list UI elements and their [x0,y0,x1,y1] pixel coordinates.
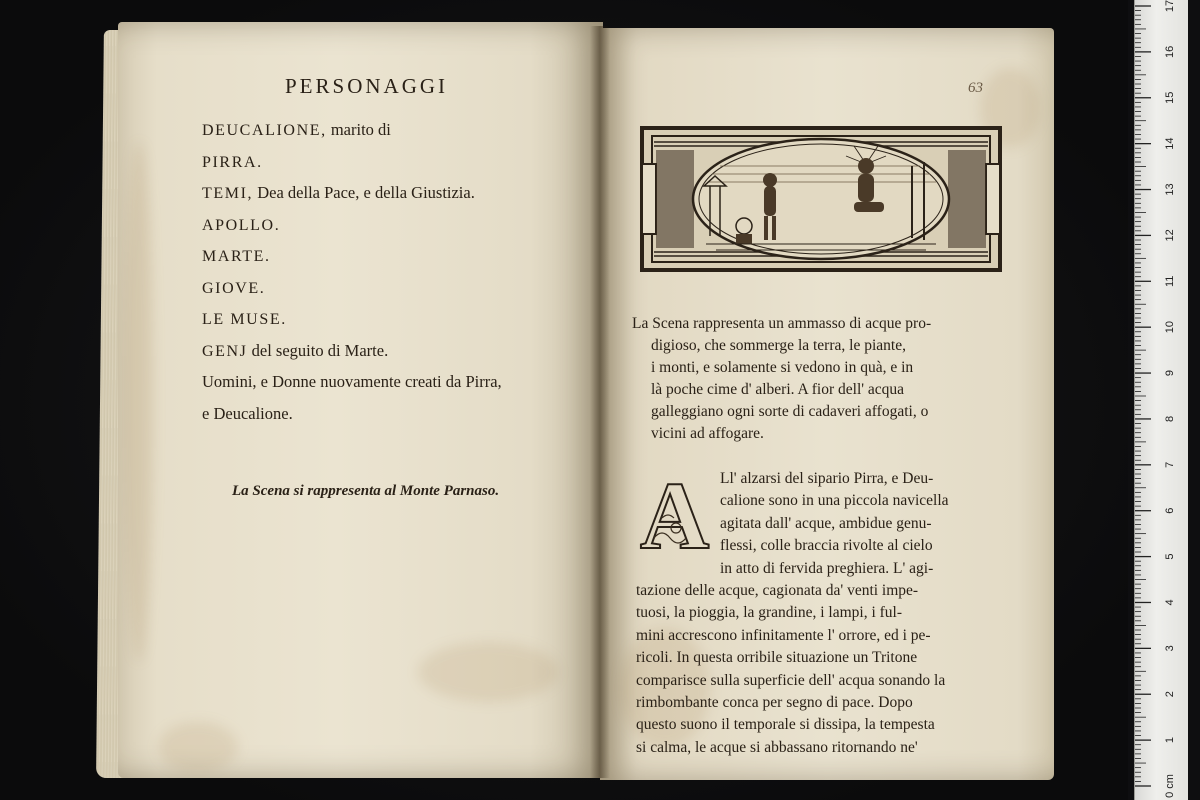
ruler-label: 12 [1164,229,1176,242]
text-line: rimbombante conca per segno di pace. Dopo [636,694,913,712]
drop-cap-letter: A [640,468,710,556]
ruler-label: 1 [1164,737,1176,744]
character-entry: MARTE. [202,248,271,265]
ruler-label: 5 [1164,553,1176,560]
ruler-label: 0 cm [1164,774,1176,798]
text-line: in atto di fervida preghiera. L' agi- [720,559,934,577]
ruler-label: 13 [1164,183,1176,196]
text-line: calione sono in una piccola navicella [720,492,949,510]
ruler-label: 7 [1164,461,1176,468]
page-title: PERSONAGGI [285,74,449,98]
ruler-label: 14 [1164,137,1176,150]
text-line: ricoli. In questa orribile situazione un Tritone [636,649,918,667]
text-line: Ll' alzarsi del sipario Pirra, e Deu- [720,470,934,487]
character-entry: APOLLO. [202,216,281,234]
ruler-label: 3 [1164,645,1176,652]
text-line: comparisce sulla superficie dell' acqua sonando la [636,671,946,689]
character-entry: Uomini, e Donne nuovamente creati da Pirra, [202,372,502,391]
character-entry: DEUCALIONE, marito di [202,120,391,139]
text-line: La Scena rappresenta un ammasso di acque pro- [632,315,932,332]
text-line: digioso, che sommerge la terra, le piante, [651,337,906,354]
character-entry: e Deucalione. [202,403,293,423]
character-entry: TEMI, Dea della Pace, e della Giustizia. [202,183,475,202]
ruler-label: 9 [1164,369,1176,377]
book-gutter [590,26,610,778]
character-entry: GENJ del seguito di Marte. [202,340,389,360]
page-number: 63 [968,80,983,96]
scene-description [632,313,1034,445]
text-line: si calma, le acque si abbassano ritornando ne' [636,738,918,756]
text-line: vicini ad affogare. [651,425,764,442]
character-entry: LE MUSE. [202,311,287,328]
scene-setting: La Scena si rappresenta al Monte Parnaso. [232,483,500,499]
text-line: agitata dall' acque, ambidue genu- [720,514,932,532]
text-line: galleggiano ogni sorte di cadaveri affogati, o [651,403,929,420]
text-line: i monti, e solamente si vedono in quà, e in [651,359,914,376]
text-line: flessi, colle braccia rivolte al cielo [720,537,933,555]
text-line: là poche cime d' alberi. A fior dell' acqua [651,381,905,398]
text-line: questo suono il temporale si dissipa, la tempesta [636,716,935,734]
text-line: mini accrescono infinitamente l' orrore, ed i pe- [636,626,931,644]
body-paragraph [636,468,1024,759]
ruler-label: 2 [1164,691,1176,698]
ruler-label: 6 [1164,507,1176,514]
ruler-label: 16 [1164,45,1176,59]
character-entry: PIRRA. [202,153,263,171]
ruler-label: 11 [1164,275,1176,288]
text-line: tazione delle acque, cagionata da' venti impe- [636,582,919,600]
character-list [202,114,592,429]
text-line: tuosi, la pioggia, la grandine, i lampi, i ful- [636,604,903,622]
character-entry: GIOVE. [202,279,266,297]
ruler-label: 4 [1164,599,1176,606]
ruler-label: 15 [1164,91,1176,104]
ruler-label: 10 [1164,321,1176,334]
woodcut-vignette [640,126,1002,272]
ruler-label: 17 [1164,0,1176,13]
measurement-ruler [1134,0,1188,800]
ruler-label: 8 [1164,415,1176,423]
